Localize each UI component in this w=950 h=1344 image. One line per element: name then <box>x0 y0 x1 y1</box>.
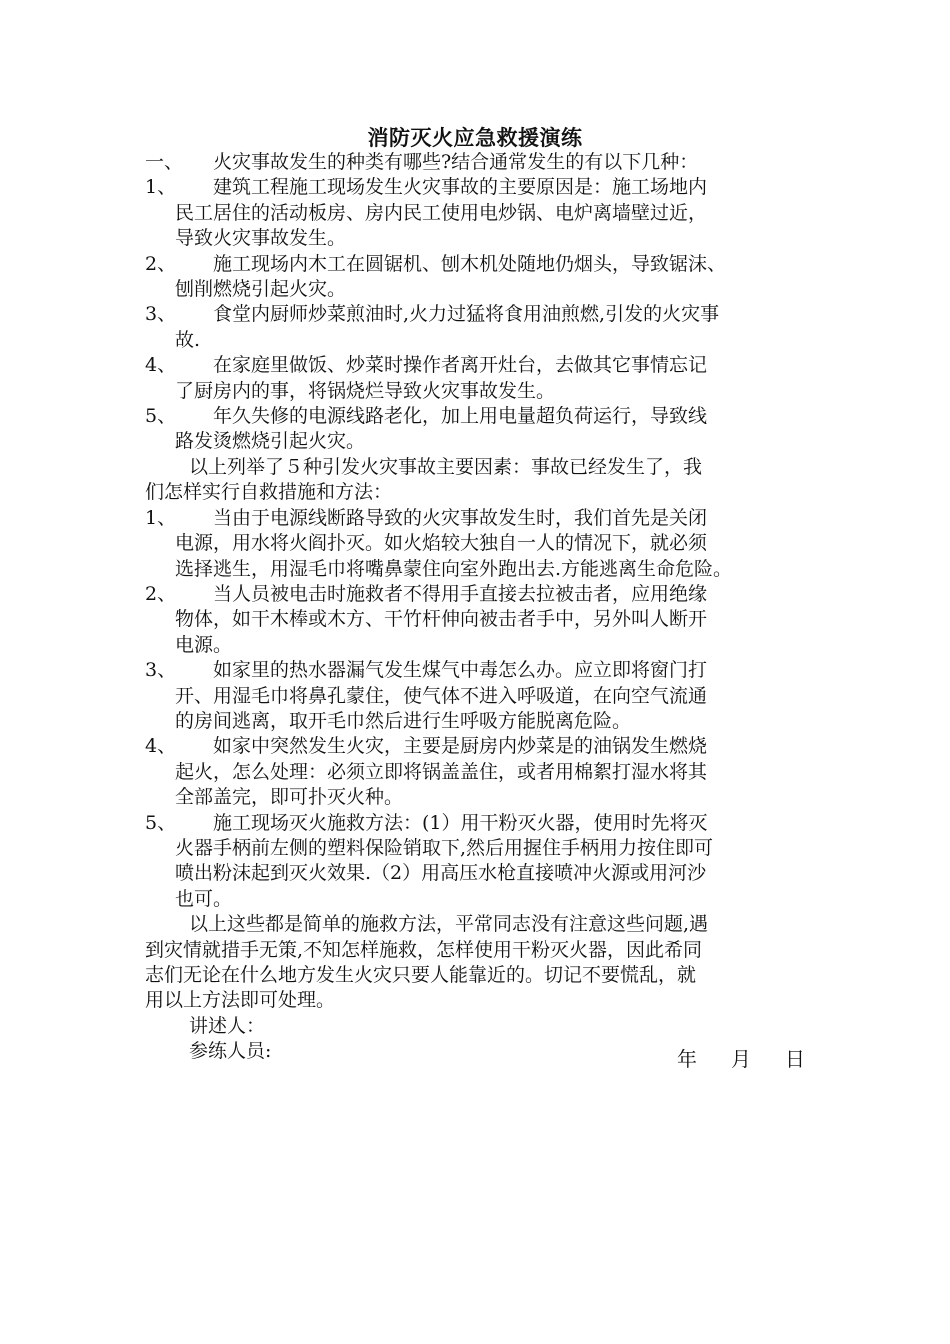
item-line: 食堂内厨师炒菜煎油时,火力过猛将食用油煎燃,引发的火灾事 <box>213 303 720 326</box>
cause-item <box>145 353 810 404</box>
item-number: 2、 <box>145 252 177 275</box>
item-line: 建筑工程施工现场发生火灾事故的主要原因是：施工场地内 <box>213 176 708 199</box>
item-line: 民工居住的活动板房、房内民工使用电炒锅、电炉离墙壁过近， <box>175 201 708 224</box>
item-line: 物体，如干木棒或木方、干竹杆伸向被击者手中，另外叫人断开 <box>175 608 708 631</box>
date-month: 月 <box>731 1047 751 1071</box>
paragraph-line: 到灾情就措手无策,不知怎样施救，怎样使用干粉灭火器，因此希同 <box>145 938 703 961</box>
paragraph-line: 用以上方法即可处理。 <box>145 989 336 1012</box>
item-line: 起火，怎么处理：必须立即将锅盖盖住，或者用棉絮打湿水将其 <box>175 760 708 783</box>
item-line: 故. <box>175 328 201 351</box>
item-number: 3、 <box>145 303 177 326</box>
item-line: 也可。 <box>175 887 233 910</box>
section-heading-text: 火灾事故发生的种类有哪些?结合通常发生的有以下几种： <box>213 151 699 173</box>
item-line: 刨削燃烧引起火灾。 <box>175 278 347 301</box>
presenter-label: 讲述人： <box>189 1014 266 1037</box>
item-line: 电源。 <box>175 633 233 656</box>
document-body <box>145 150 810 1065</box>
item-line: 当人员被电击时施救者不得用手直接去拉被击者，应用绝缘 <box>213 582 708 605</box>
item-number: 1、 <box>145 506 177 529</box>
item-line: 喷出粉沫起到灭火效果.（2）用高压水枪直接喷冲火源或用河沙 <box>175 862 707 885</box>
date-year: 年 <box>677 1047 697 1071</box>
document-title: 消防灭火应急救援演练 <box>367 125 583 150</box>
item-line: 开、用湿毛巾将鼻孔蒙住，使气体不进入呼吸道，在向空气流通 <box>175 684 708 707</box>
cause-item <box>145 252 810 303</box>
item-number: 1、 <box>145 176 177 199</box>
item-number: 5、 <box>145 811 177 834</box>
measure-item <box>145 811 810 913</box>
item-line: 选择逃生，用湿毛巾将嘴鼻蒙住向室外跑出去.方能逃离生命危险。 <box>175 557 733 580</box>
item-line: 了厨房内的事，将锅烧烂导致火灾事故发生。 <box>175 379 556 402</box>
item-number: 3、 <box>145 659 177 682</box>
item-line: 在家庭里做饭、炒菜时操作者离开灶台，去做其它事情忘记 <box>213 354 708 377</box>
item-number: 4、 <box>145 735 177 758</box>
paragraph-line: 以上这些都是简单的施救方法，平常同志没有注意这些问题,遇 <box>189 913 709 936</box>
item-line: 施工现场内木工在圆锯机、刨木机处随地仍烟头，导致锯沫、 <box>213 252 727 275</box>
item-line: 电源，用水将火阎扑灭。如火焰较大独自一人的情况下，就必须 <box>175 532 708 555</box>
transition-paragraph <box>145 455 810 480</box>
item-line: 火器手柄前左侧的塑料保险销取下,然后用握住手柄用力按住即可 <box>175 836 714 859</box>
cause-item <box>145 302 810 353</box>
item-number: 5、 <box>145 405 177 428</box>
measure-item <box>145 582 810 658</box>
item-line: 年久失修的电源线路老化，加上用电量超负荷运行，导致线 <box>213 405 708 428</box>
cause-item <box>145 404 810 455</box>
item-line: 如家中突然发生火灾，主要是厨房内炒菜是的油锅发生燃烧 <box>213 735 708 758</box>
item-line: 导致火灾事故发生。 <box>175 227 347 250</box>
item-line: 的房间逃离，取开毛巾然后进行生呼吸方能脱离危险。 <box>175 709 632 732</box>
participants-label: 参练人员: <box>189 1040 272 1063</box>
section-heading <box>145 150 810 175</box>
section-number: 一、 <box>145 151 184 173</box>
measure-item <box>145 658 810 734</box>
paragraph-line: 们怎样实行自救措施和方法： <box>145 481 393 504</box>
cause-item <box>145 175 810 251</box>
measure-item <box>145 734 810 810</box>
date-line <box>677 1046 805 1072</box>
item-line: 全部盖完，即可扑灭火种。 <box>175 786 404 809</box>
paragraph-line: 以上列举了５种引发火灾事故主要因素：事故已经发生了，我 <box>189 455 703 478</box>
item-line: 路发烫燃烧引起火灾。 <box>175 430 366 453</box>
item-number: 4、 <box>145 354 177 377</box>
paragraph-line: 志们无论在什么地方发生火灾只要人能靠近的。切记不要慌乱，就 <box>145 964 697 986</box>
date-day: 日 <box>785 1047 805 1071</box>
item-number: 2、 <box>145 582 177 605</box>
conclusion-paragraph <box>145 912 810 937</box>
measure-item <box>145 506 810 582</box>
item-line: 当由于电源线断路导致的火灾事故发生时，我们首先是关闭 <box>213 506 708 529</box>
item-line: 施工现场灭火施救方法：(1）用干粉灭火器，使用时先将灭 <box>213 811 708 834</box>
item-line: 如家里的热水器漏气发生煤气中毒怎么办。应立即将窗门打 <box>213 659 708 682</box>
